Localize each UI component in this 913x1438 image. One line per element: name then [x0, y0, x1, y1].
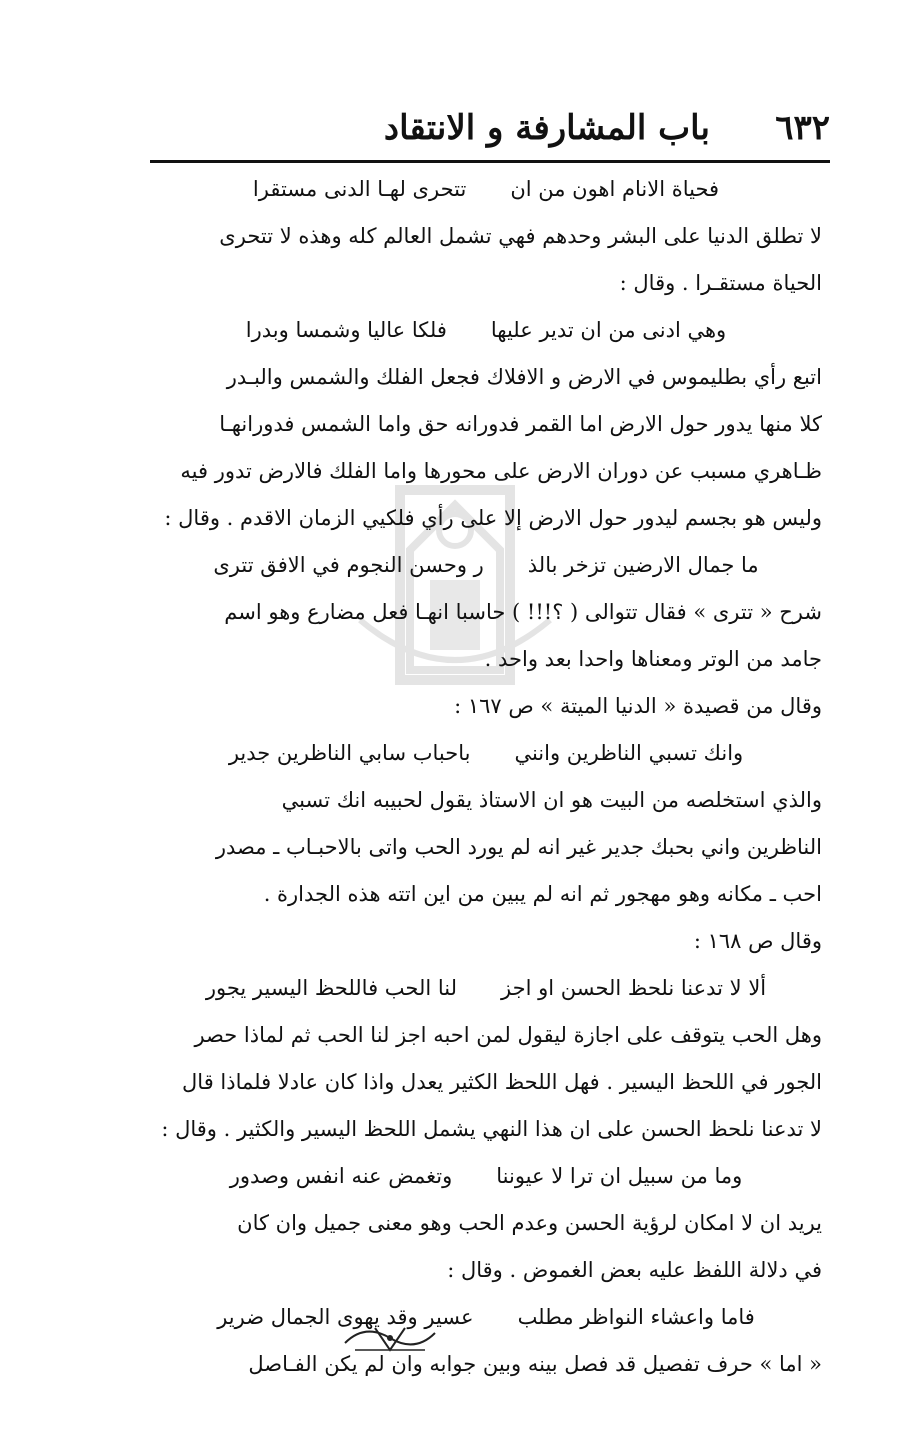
verse-second-hemistich: عسير وقد يهوى الجمال ضرير	[217, 1305, 474, 1329]
verse-second-hemistich: تتحرى لهـا الدنى مستقرا	[252, 177, 467, 201]
verse-first-hemistich: وما من سبيل ان ترا لا عيوننا	[496, 1164, 743, 1188]
prose-line: في دلالة اللفظ عليه بعض الغموض . وقال :	[447, 1258, 822, 1282]
prose-line: وقال من قصيدة « الدنيا الميتة » ص ١٦٧ :	[454, 694, 822, 718]
verse-line	[150, 166, 822, 213]
prose-line: وهل الحب يتوقف على اجازة ليقول لمن احبه اجز لنا الحب ثم لماذا حصر	[194, 1023, 822, 1047]
prose-line: كلا منها يدور حول الارض اما القمر فدورانه حق واما الشمس فدورانهـا	[219, 412, 822, 436]
running-title: باب المشارفة و الانتقاد	[383, 108, 710, 148]
verse-second-hemistich: فلكا عاليا وشمسا وبدرا	[245, 318, 447, 342]
verse-line	[150, 542, 822, 589]
prose-line: يريد ان لا امكان لرؤية الحسن وعدم الحب وهو معنى جميل وان كان	[237, 1211, 822, 1235]
header-rule	[150, 160, 830, 163]
verse-line	[150, 307, 822, 354]
verse-first-hemistich: وهي ادنى من ان تدير عليها	[490, 318, 727, 342]
verse-line	[150, 1294, 822, 1341]
prose-line: وليس هو بجسم ليدور حول الارض إلا على رأي فلكيي الزمان الاقدم . وقال :	[164, 506, 822, 530]
verse-second-hemistich: لنا الحب فاللحظ اليسير يجور	[205, 976, 457, 1000]
page-header	[150, 108, 830, 160]
prose-line: ظـاهري مسبب عن دوران الارض على محورها واما الفلك فالارض تدور فيه	[180, 459, 822, 483]
prose-line: والذي استخلصه من البيت هو ان الاستاذ يقول لحبيبه انك تسبي	[281, 788, 822, 812]
prose-line: لا تطلق الدنيا على البشر وحدهم فهي تشمل العالم كله وهذه لا تتحرى	[219, 224, 822, 248]
verse-second-hemistich: وتغمض عنه انفس وصدور	[229, 1164, 453, 1188]
end-ornament	[335, 1318, 445, 1358]
verse-first-hemistich: فاما واعشاء النواظر مطلب	[517, 1305, 755, 1329]
verse-first-hemistich: فحياة الانام اهون من ان	[510, 177, 720, 201]
prose-line: الجور في اللحظ اليسير . فهل اللحظ الكثير يعدل واذا كان عادلا فلماذا قال	[182, 1070, 822, 1094]
verse-first-hemistich: وانك تسبي الناظرين وانني	[514, 741, 744, 765]
verse-first-hemistich: ألا لا تدعنا نلحظ الحسن او اجز	[501, 976, 767, 1000]
verse-line	[150, 1153, 822, 1200]
page-body	[150, 166, 822, 1388]
prose-line: احب ـ مكانه وهو مهجور ثم انه لم يبين من اين اتته هذه الجدارة .	[263, 882, 822, 906]
prose-line: وقال ص ١٦٨ :	[693, 929, 822, 953]
verse-second-hemistich: باحباب سابي الناظرين جدير	[228, 741, 471, 765]
prose-line: لا تدعنا نلحظ الحسن على ان هذا النهي يشمل اللحظ اليسير والكثير . وقال :	[161, 1117, 822, 1141]
prose-line: شرح « تترى » فقال تتوالى ( ؟!!! ) حاسبا انهـا فعل مضارع وهو اسم	[224, 600, 822, 624]
verse-line	[150, 965, 822, 1012]
prose-line: اتبع رأي بطليموس في الارض و الافلاك فجعل الفلك والشمس والبـدر	[226, 365, 822, 389]
prose-line: جامد من الوتر ومعناها واحدا بعد واحد .	[484, 647, 822, 671]
prose-line: الحياة مستقـرا . وقال :	[619, 271, 822, 295]
verse-line	[150, 730, 822, 777]
prose-line: « اما » حرف تفصيل قد فصل بينه وبين جوابه وان لم يكن الفـاصل	[248, 1352, 822, 1376]
verse-first-hemistich: ما جمال الارضين تزخر بالذ	[527, 553, 759, 577]
prose-line: الناظرين واني بحبك جدير غير انه لم يورد الحب واتى بالاحبـاب ـ مصدر	[215, 835, 822, 859]
page-number: ٦٣٢	[775, 108, 830, 148]
verse-second-hemistich: ر وحسن النجوم في الافق تترى	[213, 553, 484, 577]
